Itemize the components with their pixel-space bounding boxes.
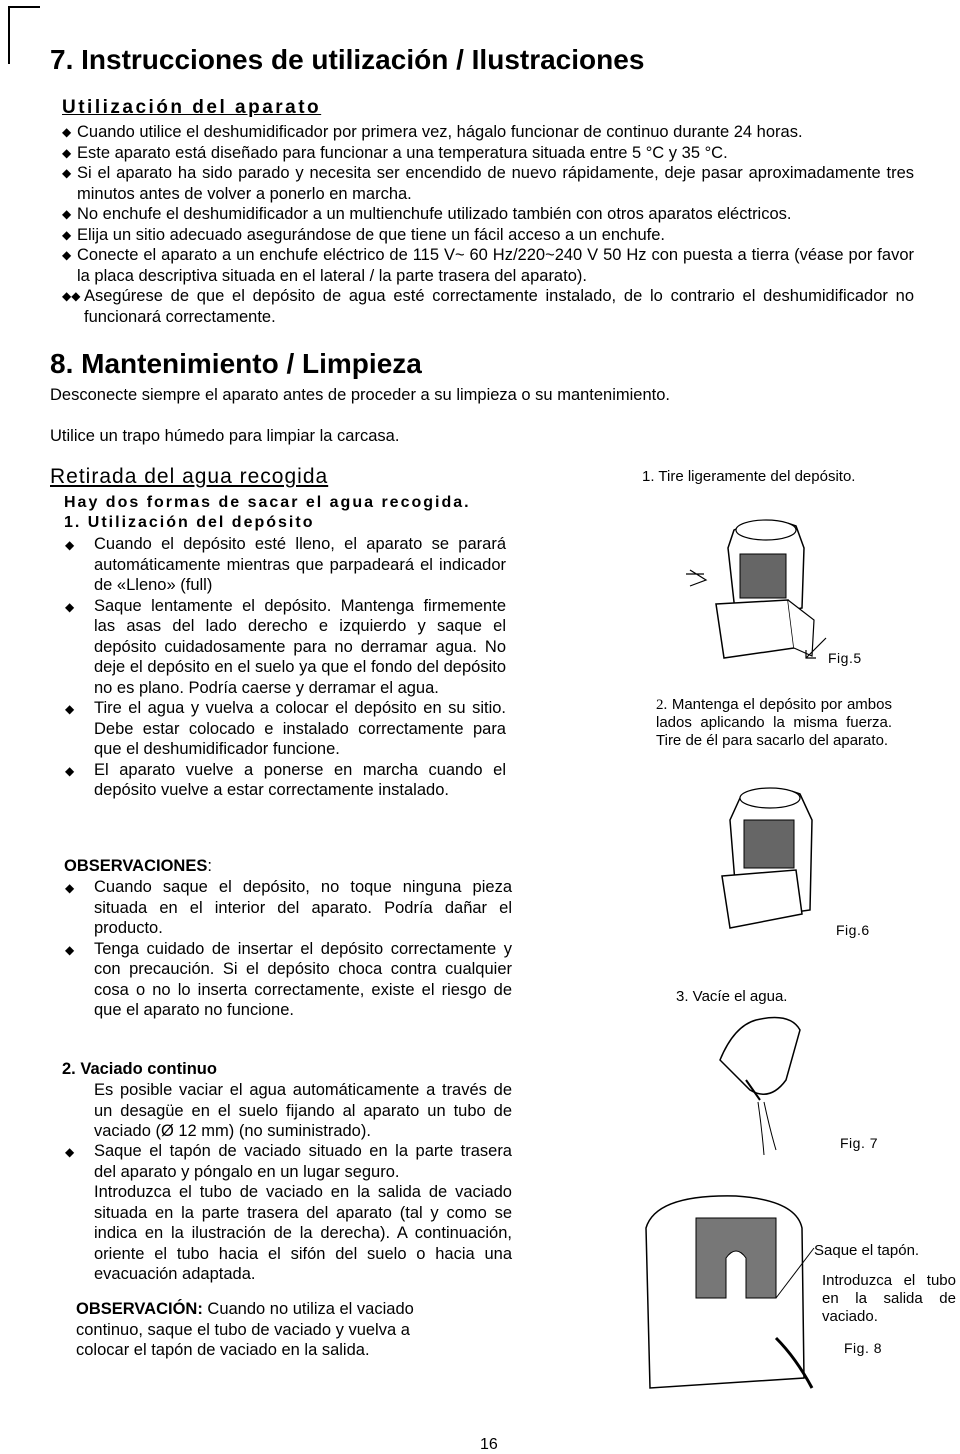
diamond-bullet-icon: ◆ xyxy=(65,881,75,895)
step-2-caption: 2. Mantenga el depósito por ambos lados aplicando la misma fuerza. Tire de él para sacarlo del aparato. xyxy=(656,696,892,749)
air-grille xyxy=(744,820,794,868)
diamond-bullet-icon: ◆ xyxy=(65,763,75,778)
list-item: ◆ Conecte el aparato a un enchufe eléctrico de 115 V~ 60 Hz/220~240 V 50 Hz con puesta a tierra (véase por favor la placa descriptiva situada en el lateral / la parte trasera del aparato). xyxy=(62,246,914,285)
retirada-title: Retirada del agua recogida xyxy=(50,465,329,488)
section-7-title: 7. Instrucciones de utilización / Ilustraciones xyxy=(50,44,645,75)
fig-5-illustration xyxy=(676,508,836,678)
list-item: ◆ No enchufe el deshumidificador a un multienchufe utilizado también con otros aparatos eléctricos. xyxy=(62,205,792,223)
air-grille xyxy=(740,554,786,598)
observaciones-bullet-list xyxy=(48,877,512,1021)
list-item: ◆ Cuando el depósito esté lleno, el aparato se parará automáticamente mientras que parpadeará el indicador de «Lleno» (full) xyxy=(65,535,506,594)
diamond-bullet-icon: ◆ xyxy=(62,125,72,139)
list-item: ◆ El aparato vuelve a ponerse en marcha cuando el depósito vuelve a estar correctamente instalado. xyxy=(65,760,506,799)
maintenance-text: Desconecte siempre el aparato antes de proceder a su limpieza o su mantenimiento. xyxy=(50,386,671,404)
list-item: ◆ Este aparato está diseñado para funcionar a una temperatura situada entre 5 °C y 35 °C. xyxy=(62,143,728,162)
list-item: ◆ Saque lentamente el depósito. Mantenga firmemente las asas del lado derecho e izquierdo y saque el depósito cuidadosamente para no derramar agua. No deje el depósito en el suelo ya que el fondo del depósito no es plano. Podría caerse y derramar el agua. xyxy=(65,596,506,697)
vaciado-continuo-heading: 2. Vaciado continuo xyxy=(62,1060,217,1078)
fig-8-illustration xyxy=(626,1188,826,1398)
diamond-bullet-icon: ◆ xyxy=(65,702,75,716)
saque-tapon-caption: Saque el tapón. xyxy=(814,1242,920,1259)
diamond-bullet-icon: ◆ xyxy=(62,207,72,221)
fig-8-label: Fig. 8 xyxy=(844,1340,883,1356)
control-panel xyxy=(740,788,800,808)
dos-formas-heading: Hay dos formas de sacar el agua recogida. xyxy=(64,494,471,511)
water-stream xyxy=(758,1102,776,1155)
diamond-bullet-icon: ◆ xyxy=(65,599,75,614)
observaciones-heading: OBSERVACIONES: xyxy=(64,857,212,875)
vaciado-continued: Introduzca el tubo de vaciado en la salida de vaciado situada en la parte trasera del aparato (tal y como se indica en la ilustración de la derecha). A continuación, oriente el tubo hacia el sifón del suelo o hacia una evacuación adaptada. xyxy=(94,1183,512,1283)
water-tank xyxy=(716,600,794,658)
section-7-bullet-list xyxy=(62,122,914,327)
list-item: ◆ Tenga cuidado de insertar el depósito correctamente y con precaución. Si el depósito choca contra cualquier cosa o no lo inserta correctamente, existe el riesgo de que el aparato no funcione. xyxy=(65,939,512,1019)
vaciado-intro: Es posible vaciar el agua automáticamente a través de un desagüe en el suelo fijando al aparato un tubo de vaciado (Ø 12 mm) (no suministrado). xyxy=(94,1081,512,1140)
diamond-bullet-icon: ◆ xyxy=(65,538,75,552)
control-panel xyxy=(736,520,796,540)
section-8-title: 8. Mantenimiento / Limpieza xyxy=(50,348,422,379)
diamond-bullet-icon: ◆ xyxy=(62,227,72,242)
section-7-subtitle: Utilización del aparato xyxy=(62,97,322,118)
list-item: ◆ Si el aparato ha sido parado y necesita ser encendido de nuevo rápidamente, deje pasar aproximadamente tres minutos antes de volver a ponerlo en marcha. xyxy=(62,164,914,203)
step-3-caption: 3. Vacíe el agua. xyxy=(676,988,788,1005)
water-tank xyxy=(720,1018,800,1095)
fig-5-label: Fig.5 xyxy=(828,650,862,666)
vaciado-bullet-list xyxy=(48,1141,512,1182)
page-number: 16 xyxy=(480,1436,498,1453)
arrow-icon xyxy=(686,570,706,586)
fig-6-label: Fig.6 xyxy=(836,922,870,938)
diamond-bullet-icon: ◆ xyxy=(62,166,72,180)
utilizacion-deposito-heading: 1. Utilización del depósito xyxy=(64,514,315,531)
list-item: ◆◆ Asegúrese de que el depósito de agua esté correctamente instalado, de lo contrario el deshumidificador no funcionará correctamente. xyxy=(62,287,914,326)
fig-7-label: Fig. 7 xyxy=(840,1135,879,1151)
crop-mark xyxy=(8,6,40,64)
diamond-bullet-icon: ◆ xyxy=(65,1145,75,1159)
water-tank xyxy=(722,870,802,928)
list-item: ◆ Cuando utilice el deshumidificador por primera vez, hágalo funcionar de continuo durante 24 horas. xyxy=(62,123,803,141)
fig-7-illustration xyxy=(700,1010,810,1160)
list-item: ◆ Elija un sitio adecuado asegurándose de que tiene un fácil acceso a un enchufe. xyxy=(62,225,666,244)
diamond-bullet-icon: ◆ xyxy=(65,942,75,957)
list-item: ◆ Cuando saque el depósito, no toque ninguna pieza situada en el interior del aparato. Podría dañar el producto. xyxy=(65,878,512,937)
step-1-caption: 1. Tire ligeramente del depósito. xyxy=(642,468,856,485)
diamond-bullet-icon: ◆ xyxy=(62,248,72,262)
list-item: ◆ Tire el agua y vuelva a colocar el depósito en su sitio. Debe estar colocado e instalado correctamente para que el deshumidificador funcione. xyxy=(65,699,506,758)
list-item: ◆ Saque el tapón de vaciado situado en la parte trasera del aparato y póngalo en un lugar seguro. xyxy=(65,1142,512,1181)
deposito-bullet-list xyxy=(48,534,506,801)
fig-6-illustration xyxy=(700,780,840,960)
diamond-bullet-icon: ◆ xyxy=(62,145,72,160)
double-diamond-bullet-icon: ◆◆ xyxy=(62,289,81,303)
observacion-note: OBSERVACIÓN: Cuando no utiliza el vaciado continuo, saque el tubo de vaciado y vuelva a colocar el tapón de vaciado en la salida. xyxy=(76,1300,414,1359)
introduzca-caption: Introduzca el tubo en la salida de vaciado. xyxy=(822,1272,956,1325)
cleaning-text: Utilice un trapo húmedo para limpiar la carcasa. xyxy=(50,427,400,445)
